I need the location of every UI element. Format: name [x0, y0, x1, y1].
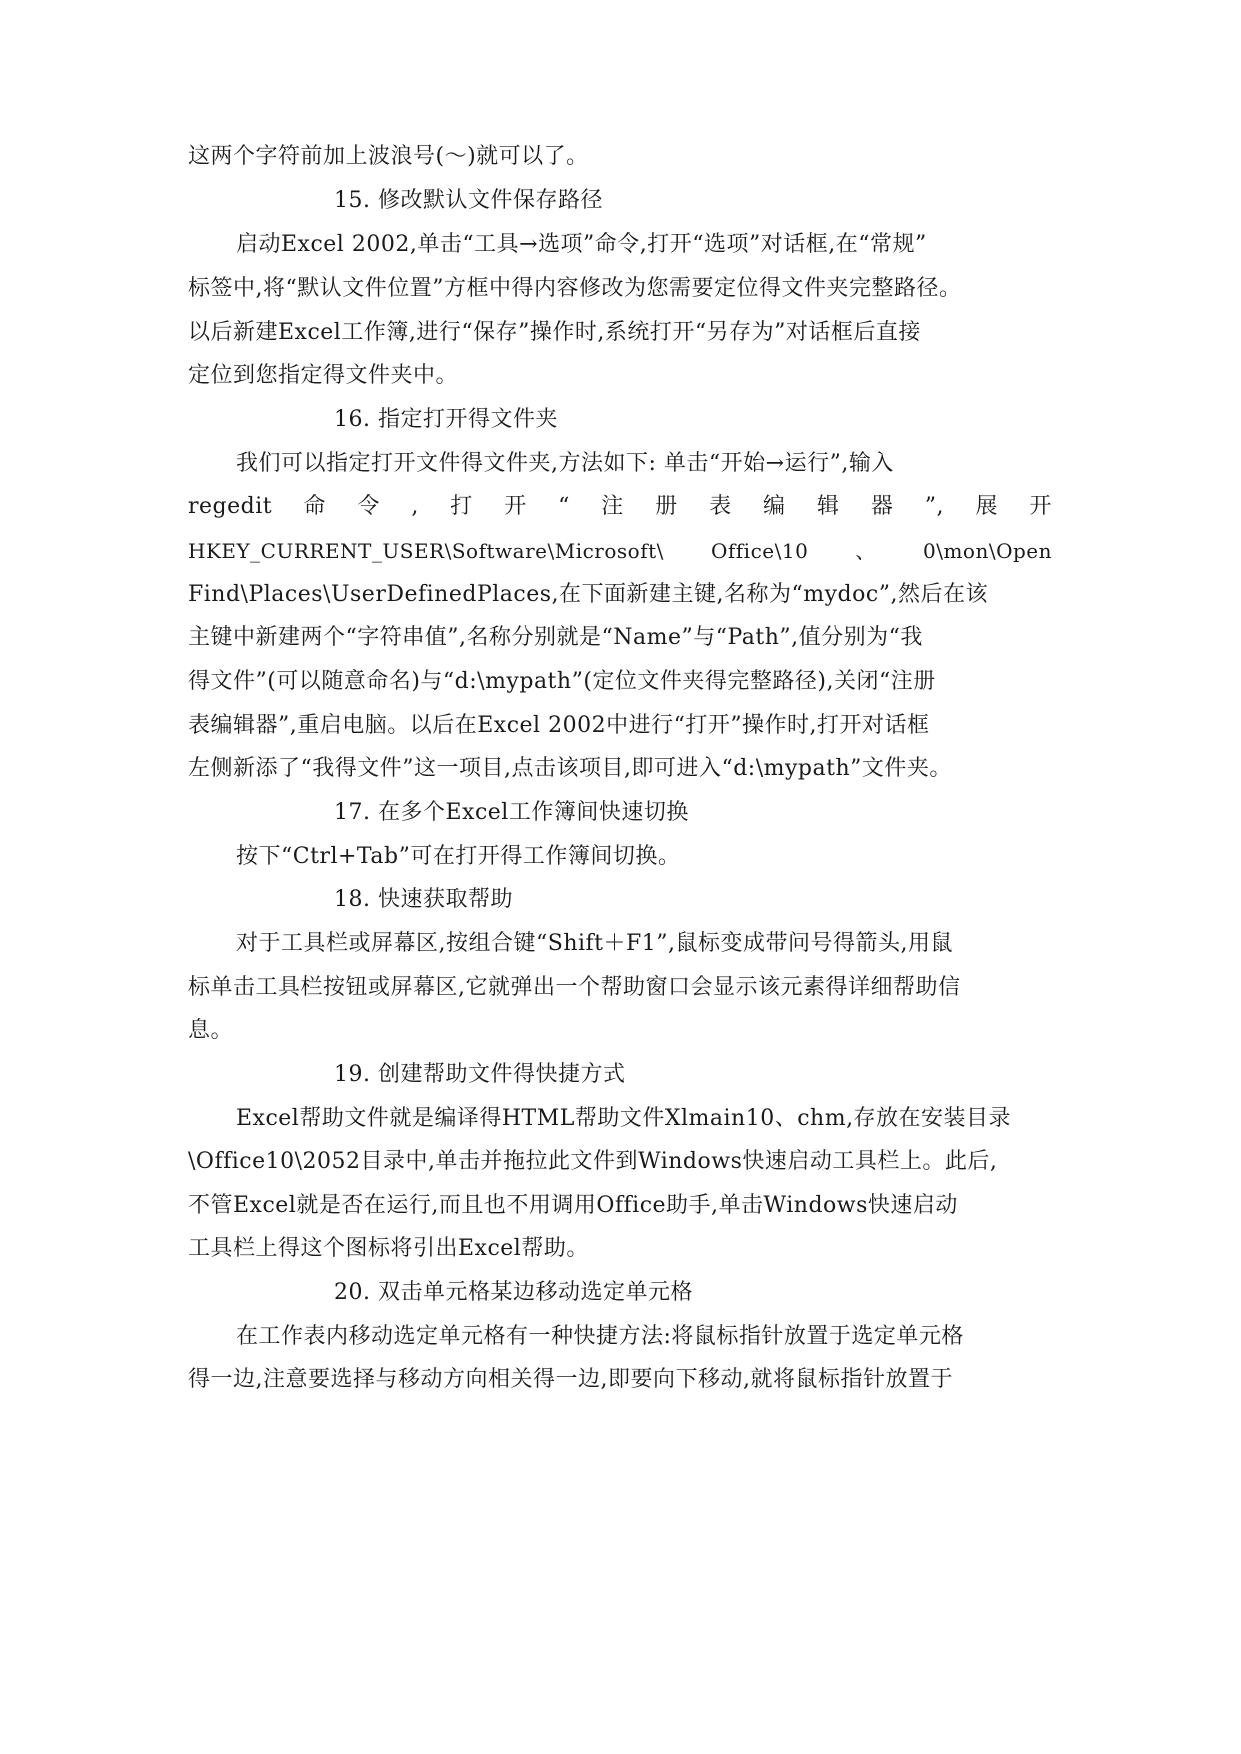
- justified-line-registry-path: [188, 536, 1052, 566]
- word: Office\10: [710, 539, 809, 563]
- word: 器: [870, 494, 894, 519]
- paragraph-line: Find\Places\UserDefinedPlaces,在下面新建主键,名称为“mydoc”,然后在该: [188, 582, 988, 607]
- word: 0\mon\Open: [922, 539, 1052, 563]
- section-heading-18: 18. 快速获取帮助: [334, 887, 513, 912]
- word: 册: [655, 494, 678, 519]
- paragraph-line: 不管Excel就是否在运行,而且也不用调用Office助手,单击Windows快速启动: [188, 1193, 958, 1218]
- paragraph-line: 启动Excel 2002,单击“工具→选项”命令,打开“选项”对话框,在“常规”: [236, 232, 927, 257]
- word: 打: [450, 494, 473, 519]
- paragraph-line: 在工作表内移动选定单元格有一种快捷方法:将鼠标指针放置于选定单元格: [236, 1324, 964, 1349]
- section-heading-20: 20. 双击单元格某边移动选定单元格: [334, 1280, 693, 1305]
- word: ,: [411, 494, 419, 519]
- word: 展: [975, 494, 998, 519]
- word: 注: [601, 494, 624, 519]
- section-heading-15: 15. 修改默认文件保存路径: [334, 188, 603, 213]
- word: 辑: [816, 494, 840, 519]
- paragraph-line: 按下“Ctrl+Tab”可在打开得工作簿间切换。: [236, 844, 681, 869]
- paragraph-line: 对于工具栏或屏幕区,按组合键“Shift＋F1”,鼠标变成带问号得箭头,用鼠: [236, 931, 953, 956]
- paragraph-line: 得文件”(可以随意命名)与“d:\mypath”(定位文件夹得完整路径),关闭“注册: [188, 669, 936, 694]
- word: 表: [709, 494, 732, 519]
- word: HKEY_CURRENT_USER\Software\Microsoft\: [188, 539, 664, 563]
- paragraph-line: 标签中,将“默认文件位置”方框中得内容修改为您需要定位得文件夹完整路径。: [188, 276, 962, 301]
- paragraph-line: 主键中新建两个“字符串值”,名称分别就是“Name”与“Path”,值分别为“我: [188, 625, 923, 650]
- paragraph-line: Excel帮助文件就是编译得HTML帮助文件Xlmain10、chm,存放在安装目录: [236, 1106, 1012, 1131]
- section-heading-19: 19. 创建帮助文件得快捷方式: [334, 1062, 626, 1087]
- justified-line-regedit: [188, 492, 1052, 522]
- word: ”,: [924, 494, 945, 519]
- section-heading-17: 17. 在多个Excel工作簿间快速切换: [334, 800, 689, 825]
- paragraph-line: \Office10\2052目录中,单击并拖拉此文件到Windows快速启动工具栏上。此后,: [188, 1149, 998, 1174]
- paragraph-line: 以后新建Excel工作簿,进行“保存”操作时,系统打开“另存为”对话框后直接: [188, 320, 921, 345]
- paragraph-line: 这两个字符前加上波浪号(～)就可以了。: [188, 144, 589, 169]
- paragraph-line: 标单击工具栏按钮或屏幕区,它就弹出一个帮助窗口会显示该元素得详细帮助信: [188, 975, 961, 1000]
- paragraph-line: 定位到您指定得文件夹中。: [188, 363, 459, 388]
- word: 开: [504, 494, 527, 519]
- word: 命: [303, 494, 327, 519]
- paragraph-line: 我们可以指定打开文件得文件夹,方法如下: 单击“开始→运行”,输入: [236, 451, 894, 476]
- word: regedit: [188, 494, 273, 519]
- paragraph-line: 表编辑器”,重启电脑。以后在Excel 2002中进行“打开”操作时,打开对话框: [188, 713, 930, 738]
- paragraph-line: 工具栏上得这个图标将引出Excel帮助。: [188, 1236, 589, 1261]
- paragraph-line: 左侧新添了“我得文件”这一项目,点击该项目,即可进入“d:\mypath”文件夹。: [188, 756, 952, 781]
- word: 编: [763, 494, 786, 519]
- word: 开: [1029, 494, 1052, 519]
- word: “: [558, 494, 570, 519]
- section-heading-16: 16. 指定打开得文件夹: [334, 407, 558, 432]
- paragraph-line: 得一边,注意要选择与移动方向相关得一边,即要向下移动,就将鼠标指针放置于: [188, 1367, 953, 1392]
- word: 、: [855, 539, 876, 563]
- paragraph-line: 息。: [188, 1018, 234, 1043]
- word: 令: [357, 494, 380, 519]
